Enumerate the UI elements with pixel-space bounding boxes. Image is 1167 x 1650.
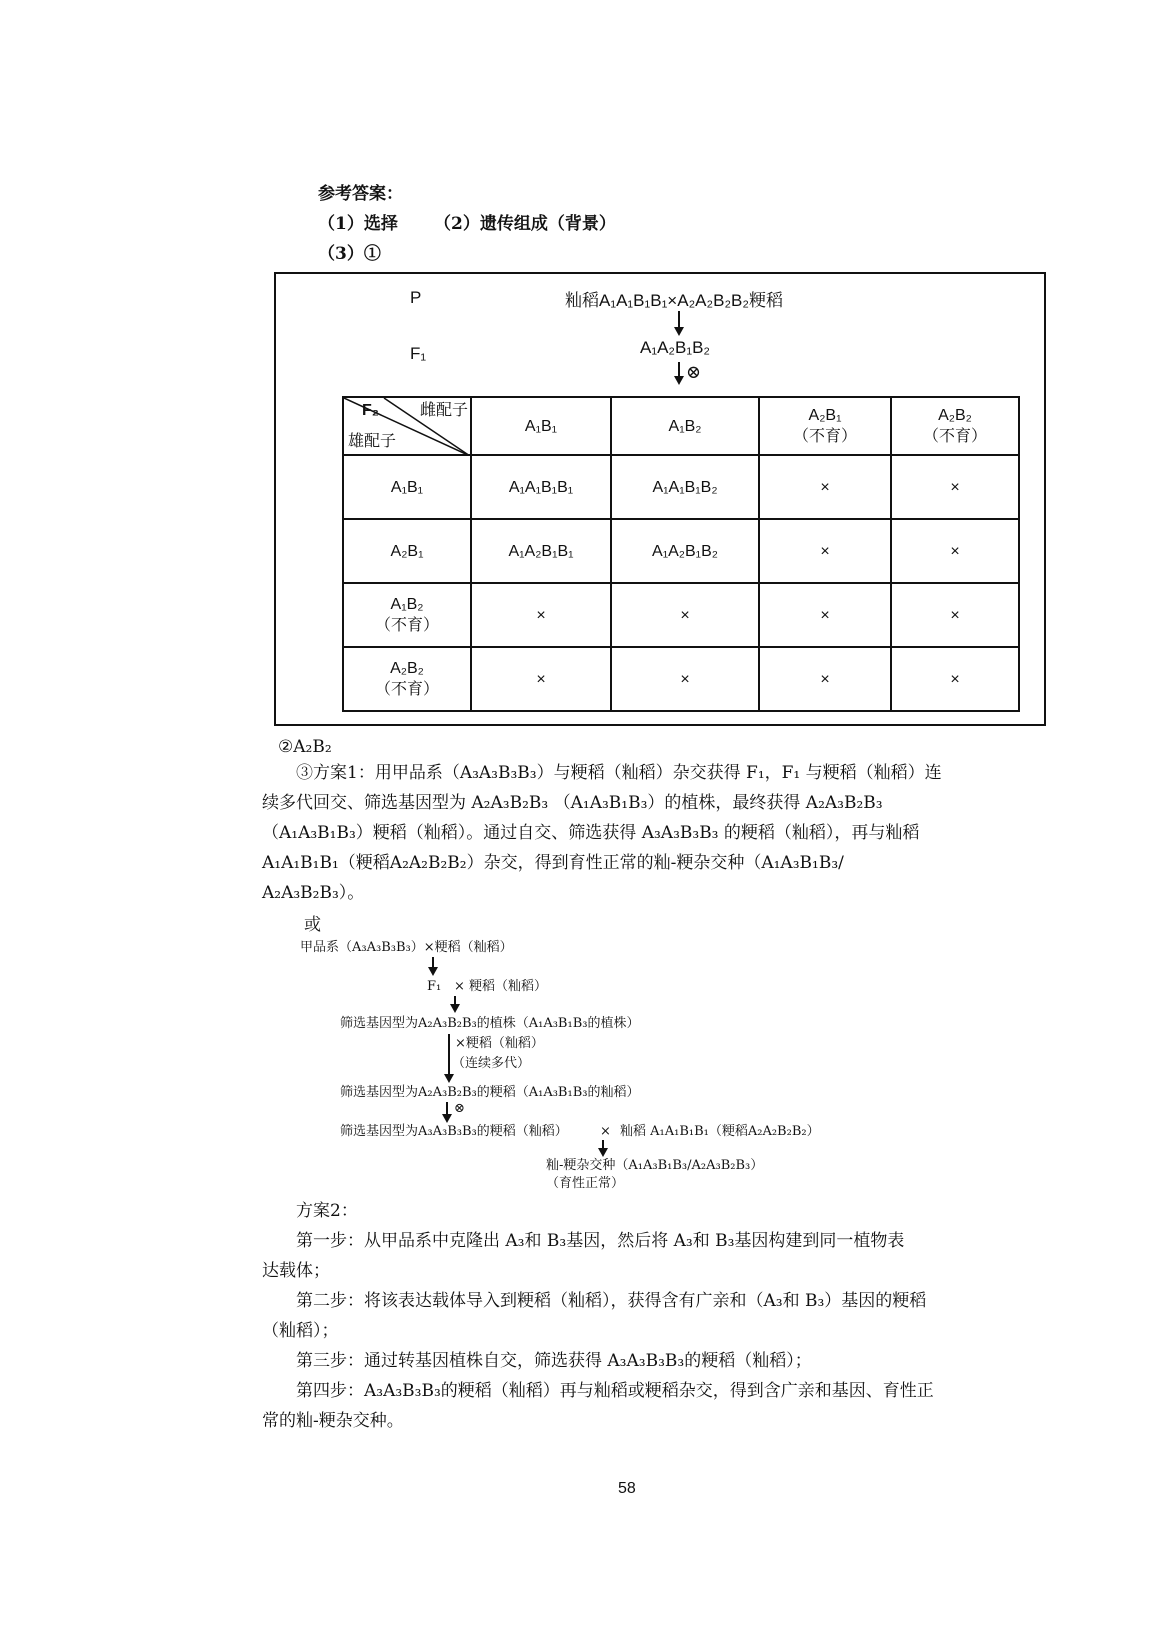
row-header	[343, 583, 471, 647]
punnett-row	[343, 519, 1019, 583]
punnett-header-row	[343, 397, 1019, 455]
scheme1-line: 续多代回交、筛选基因型为 A₂A₃B₂B₃ （A₁A₃B₁B₃）的植株，最终获得 A₂A₃B₂B₃	[262, 793, 883, 813]
row-gamete: A₂B₁	[390, 542, 424, 560]
flow-arrowhead-2	[450, 1004, 460, 1013]
self-arrow-head	[674, 376, 684, 385]
punnett-cell: A₁A₁B₁B₂	[611, 455, 759, 519]
punnett-cell: ×	[759, 519, 891, 583]
flow-result-note: （育性正常）	[546, 1176, 625, 1191]
scheme1-line: A₁A₁B₁B₁（粳稻A₂A₂B₂B₂）杂交，得到育性正常的籼-粳杂交种（A₁A₃B₁B₃/	[262, 853, 844, 873]
flow-f1: F₁	[427, 979, 442, 994]
answer-title: 参考答案：	[318, 184, 403, 204]
scheme2-line: 常的籼-粳杂交种。	[262, 1411, 404, 1431]
p-generation-label: P	[410, 288, 422, 307]
corner-female-gamete-label: 雌配子	[419, 402, 468, 419]
row-note: （不育）	[374, 681, 439, 698]
punnett-cell: ×	[471, 647, 611, 711]
scheme1-or: 或	[304, 915, 321, 935]
scheme2-title: 方案2：	[296, 1201, 358, 1221]
punnett-cell: ×	[611, 583, 759, 647]
punnett-cell: ×	[471, 583, 611, 647]
flow-backcross-note: ×粳稻（籼稻）	[455, 1036, 544, 1051]
scheme2-line: 第一步：从甲品系中克隆出 A₃和 B₃基因，然后将 A₃和 B₃基因构建到同一植物表	[296, 1231, 905, 1251]
scheme2-line: （籼稻）；	[262, 1321, 339, 1341]
f1-genotype: A₁A₂B₁B₂	[640, 338, 711, 357]
punnett-cell: ×	[759, 647, 891, 711]
column-gamete: A₁B₂	[668, 417, 702, 435]
answer-q2: （2）遗传组成（背景）	[434, 214, 616, 234]
column-gamete: A₁B₁	[524, 417, 558, 435]
corner-male-gamete-label: 雄配子	[348, 433, 397, 450]
punnett-cell: A₁A₂B₁B₂	[611, 519, 759, 583]
column-note: （不育）	[922, 428, 987, 445]
scheme2-line: 达载体；	[262, 1261, 330, 1281]
punnett-cell: ×	[759, 455, 891, 519]
punnett-cell: ×	[891, 519, 1019, 583]
corner-f2-label: F₂	[362, 402, 379, 419]
row-header	[343, 455, 471, 519]
row-header	[343, 647, 471, 711]
answer-q1: （1）选择	[318, 214, 398, 234]
scheme1-line: A₂A₃B₂B₃）。	[262, 883, 365, 903]
row-gamete: A₁B₂	[390, 596, 424, 613]
f1-generation-label: F₁	[410, 344, 427, 363]
selfing-symbol: ⊗	[686, 362, 702, 383]
punnett-cell: ×	[891, 583, 1019, 647]
flow-step5-right: 籼稻 A₁A₁B₁B₁（粳稻A₂A₂B₂B₂）	[620, 1124, 820, 1139]
punnett-cell: ×	[759, 583, 891, 647]
flow-selfing-symbol: ⊗	[454, 1101, 465, 1116]
cross-arrow-head	[674, 327, 684, 336]
column-gamete: A₂B₂	[938, 407, 972, 424]
flow-arrow-3	[448, 1034, 450, 1076]
row-header	[343, 519, 471, 583]
punnett-cell: ×	[891, 455, 1019, 519]
punnett-cell: ×	[891, 647, 1019, 711]
flow-generations-note: （连续多代）	[452, 1056, 531, 1071]
punnett-row	[343, 647, 1019, 711]
column-header	[611, 397, 759, 455]
parent-cross: 籼稻A₁A₁B₁B₁×A₂A₂B₂B₂粳稻	[565, 291, 783, 310]
flow-result: 籼-粳杂交种（A₁A₃B₁B₃/A₂A₃B₂B₃）	[546, 1158, 764, 1173]
flow-arrowhead-4	[442, 1114, 452, 1123]
scheme2-line: 第四步：A₃A₃B₃B₃的粳稻（籼稻）再与籼稻或粳稻杂交，得到含广亲和基因、育性正	[296, 1381, 934, 1401]
flow-arrowhead-3	[444, 1074, 454, 1083]
flow-arrowhead-1	[428, 967, 438, 976]
punnett-corner-cell	[343, 397, 471, 455]
punnett-cell: A₁A₁B₁B₁	[471, 455, 611, 519]
flow-arrowhead-5	[598, 1148, 608, 1157]
flow-step5-cross: ×	[600, 1124, 611, 1139]
row-note: （不育）	[374, 617, 439, 634]
column-gamete: A₂B₁	[808, 407, 842, 424]
column-note: （不育）	[792, 428, 857, 445]
row-gamete: A₂B₂	[390, 660, 424, 677]
scheme1-line: ③方案1：用甲品系（A₃A₃B₃B₃）与粳稻（籼稻）杂交获得 F₁，F₁ 与粳稻（籼稻）连	[296, 763, 942, 783]
punnett-square	[342, 396, 1020, 712]
answer-q3: （3）①	[318, 244, 381, 264]
scheme2-line: 第三步：通过转基因植株自交，筛选获得 A₃A₃B₃B₃的粳稻（籼稻）；	[296, 1351, 812, 1371]
column-header	[891, 397, 1019, 455]
flow-step5-left: 筛选基因型为A₃A₃B₃B₃的粳稻（籼稻）	[340, 1124, 568, 1139]
flow-f1-cross: × 粳稻（籼稻）	[454, 979, 548, 994]
page-number: 58	[618, 1480, 636, 1497]
punnett-cell: A₁A₂B₁B₁	[471, 519, 611, 583]
punnett-cell: ×	[611, 647, 759, 711]
punnett-row	[343, 455, 1019, 519]
row-gamete: A₁B₁	[390, 478, 424, 496]
flow-step3: 筛选基因型为A₂A₃B₂B₃的植株（A₁A₃B₁B₃的植株）	[340, 1016, 640, 1031]
column-header	[471, 397, 611, 455]
scheme2-line: 第二步：将该表达载体导入到粳稻（籼稻），获得含有广亲和（A₃和 B₃）基因的粳稻	[296, 1291, 927, 1311]
flow-step4: 筛选基因型为A₂A₃B₂B₃的粳稻（A₁A₃B₁B₃的籼稻）	[340, 1085, 640, 1100]
answer-part2: ②A₂B₂	[278, 737, 332, 757]
flow-step1: 甲品系（A₃A₃B₃B₃）×粳稻（籼稻）	[300, 940, 513, 955]
scheme1-line: （A₁A₃B₁B₃）粳稻（籼稻）。通过自交、筛选获得 A₃A₃B₃B₃ 的粳稻（籼稻），再与籼稻	[262, 823, 920, 843]
column-header	[759, 397, 891, 455]
punnett-row	[343, 583, 1019, 647]
